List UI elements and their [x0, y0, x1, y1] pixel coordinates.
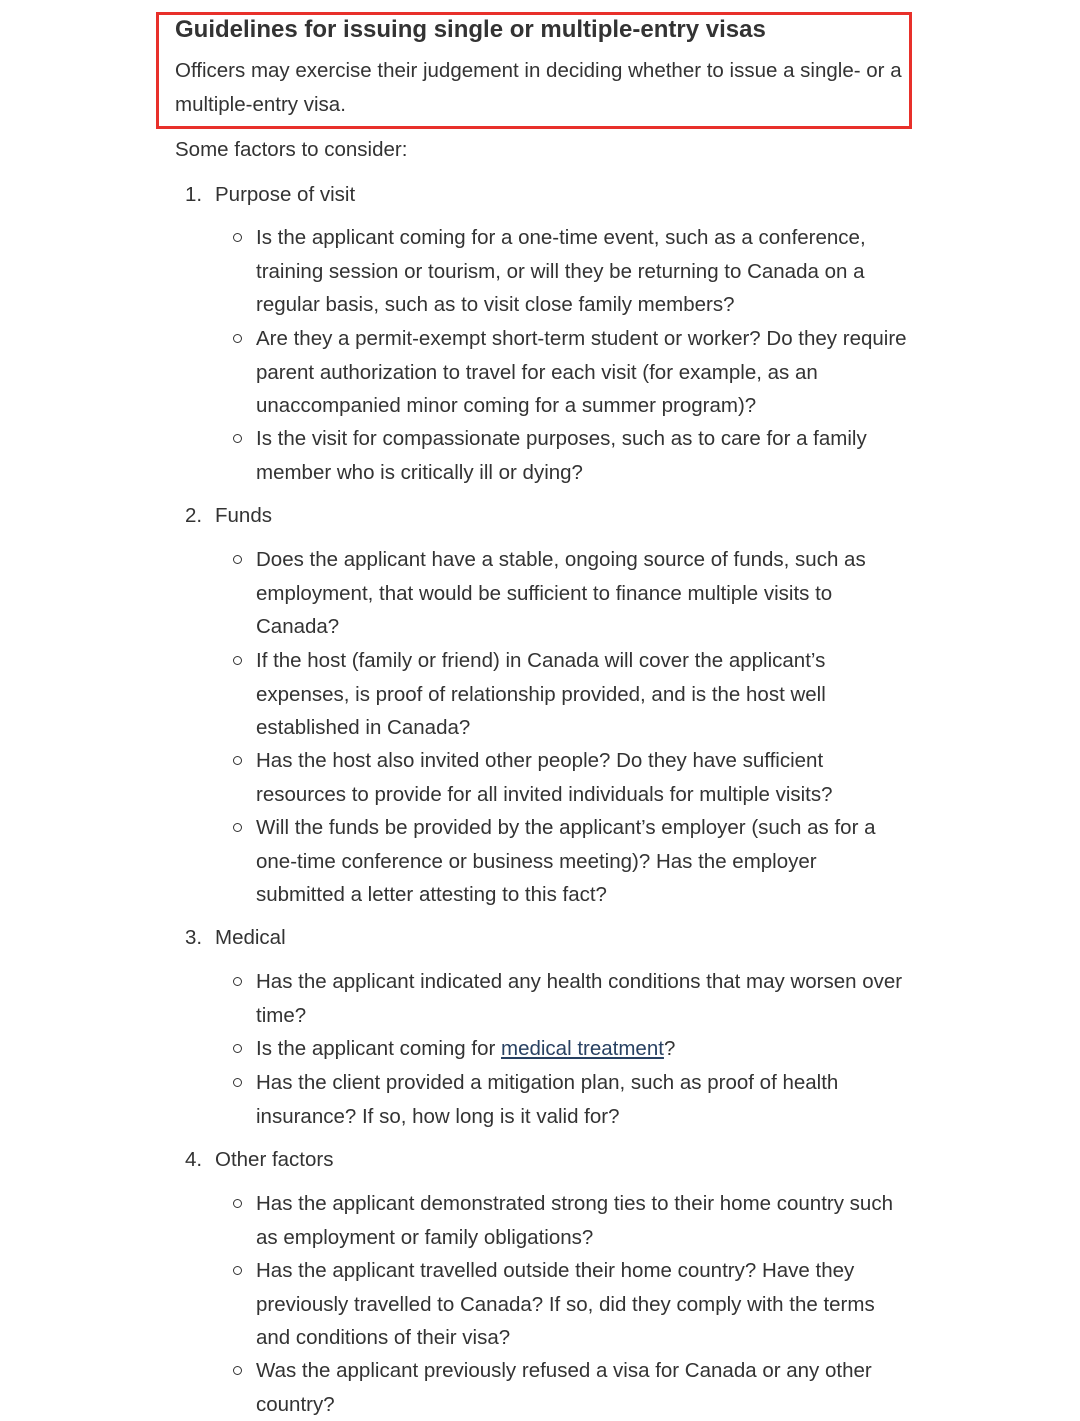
list-item-title: Funds: [215, 504, 272, 527]
circle-bullet-icon: [233, 555, 242, 564]
list-item-title: Purpose of visit: [215, 183, 356, 206]
intro-paragraph: Officers may exercise their judgement in deciding whether to issue a single- or a multiple-entry visa.: [175, 59, 902, 116]
bullet-item: Has the applicant indicated any health conditions that may worsen over time?: [230, 965, 910, 1032]
circle-bullet-icon: [233, 334, 242, 343]
circle-bullet-icon: [233, 233, 242, 242]
bullet-item: Will the funds be provided by the applicant’s employer (such as for a one-time conference or business meeting)? Has the employer submitted a letter attesting to this fact?: [230, 811, 910, 912]
bullet-item: If the host (family or friend) in Canada will cover the applicant’s expenses, is proof of relationship provided, and is the host well established in Canada?: [230, 644, 910, 745]
circle-bullet-icon: [233, 1266, 242, 1275]
list-number: 4.: [185, 1148, 203, 1171]
list-item-title: Other factors: [215, 1148, 334, 1171]
circle-bullet-icon: [233, 656, 242, 665]
circle-bullet-icon: [233, 1199, 242, 1208]
circle-bullet-icon: [233, 1078, 242, 1087]
circle-bullet-icon: [233, 434, 242, 443]
list-number: 3.: [185, 926, 203, 949]
circle-bullet-icon: [233, 1044, 242, 1053]
circle-bullet-icon: [233, 823, 242, 832]
list-number: 2.: [185, 504, 203, 527]
bullet-item: Is the applicant coming for a one-time event, such as a conference, training session or tourism, or will they be returning to Canada on a regular basis, such as to visit close family members?: [230, 221, 910, 322]
bullet-item: Does the applicant have a stable, ongoing source of funds, such as employment, that would be sufficient to finance multiple visits to Canada?: [230, 543, 910, 644]
bullet-item: Is the visit for compassionate purposes, such as to care for a family member who is critically ill or dying?: [230, 422, 910, 489]
circle-bullet-icon: [233, 756, 242, 765]
section-heading: Guidelines for issuing single or multiple-entry visas: [175, 16, 766, 43]
medical-treatment-link[interactable]: medical treatment: [501, 1037, 664, 1060]
list-item-purpose-of-visit: [185, 178, 355, 212]
circle-bullet-icon: [233, 977, 242, 986]
bullet-item: Has the host also invited other people? Do they have sufficient resources to provide for all invited individuals for multiple visits?: [230, 744, 910, 811]
list-item-other-factors: [185, 1143, 334, 1177]
circle-bullet-icon: [233, 1366, 242, 1375]
factors-label: Some factors to consider:: [175, 138, 408, 161]
bullet-item: Has the applicant demonstrated strong ties to their home country such as employment or family obligations?: [230, 1187, 910, 1254]
list-item-funds: [185, 499, 272, 533]
list-item-medical: [185, 921, 286, 955]
list-item-title: Medical: [215, 926, 286, 949]
bullet-item: Is the applicant coming for medical treatment?: [230, 1032, 910, 1066]
list-number: 1.: [185, 183, 203, 206]
bullet-item: Has the client provided a mitigation plan, such as proof of health insurance? If so, how long is it valid for?: [230, 1066, 910, 1133]
bullet-item: Are they a permit-exempt short-term student or worker? Do they require parent authorization to travel for each visit (for example, as an unaccompanied minor coming for a summer program)?: [230, 322, 910, 423]
bullet-item: Was the applicant previously refused a visa for Canada or any other country?: [230, 1354, 910, 1421]
bullet-item: Has the applicant travelled outside their home country? Have they previously travelled to Canada? If so, did they comply with the terms and conditions of their visa?: [230, 1254, 910, 1355]
